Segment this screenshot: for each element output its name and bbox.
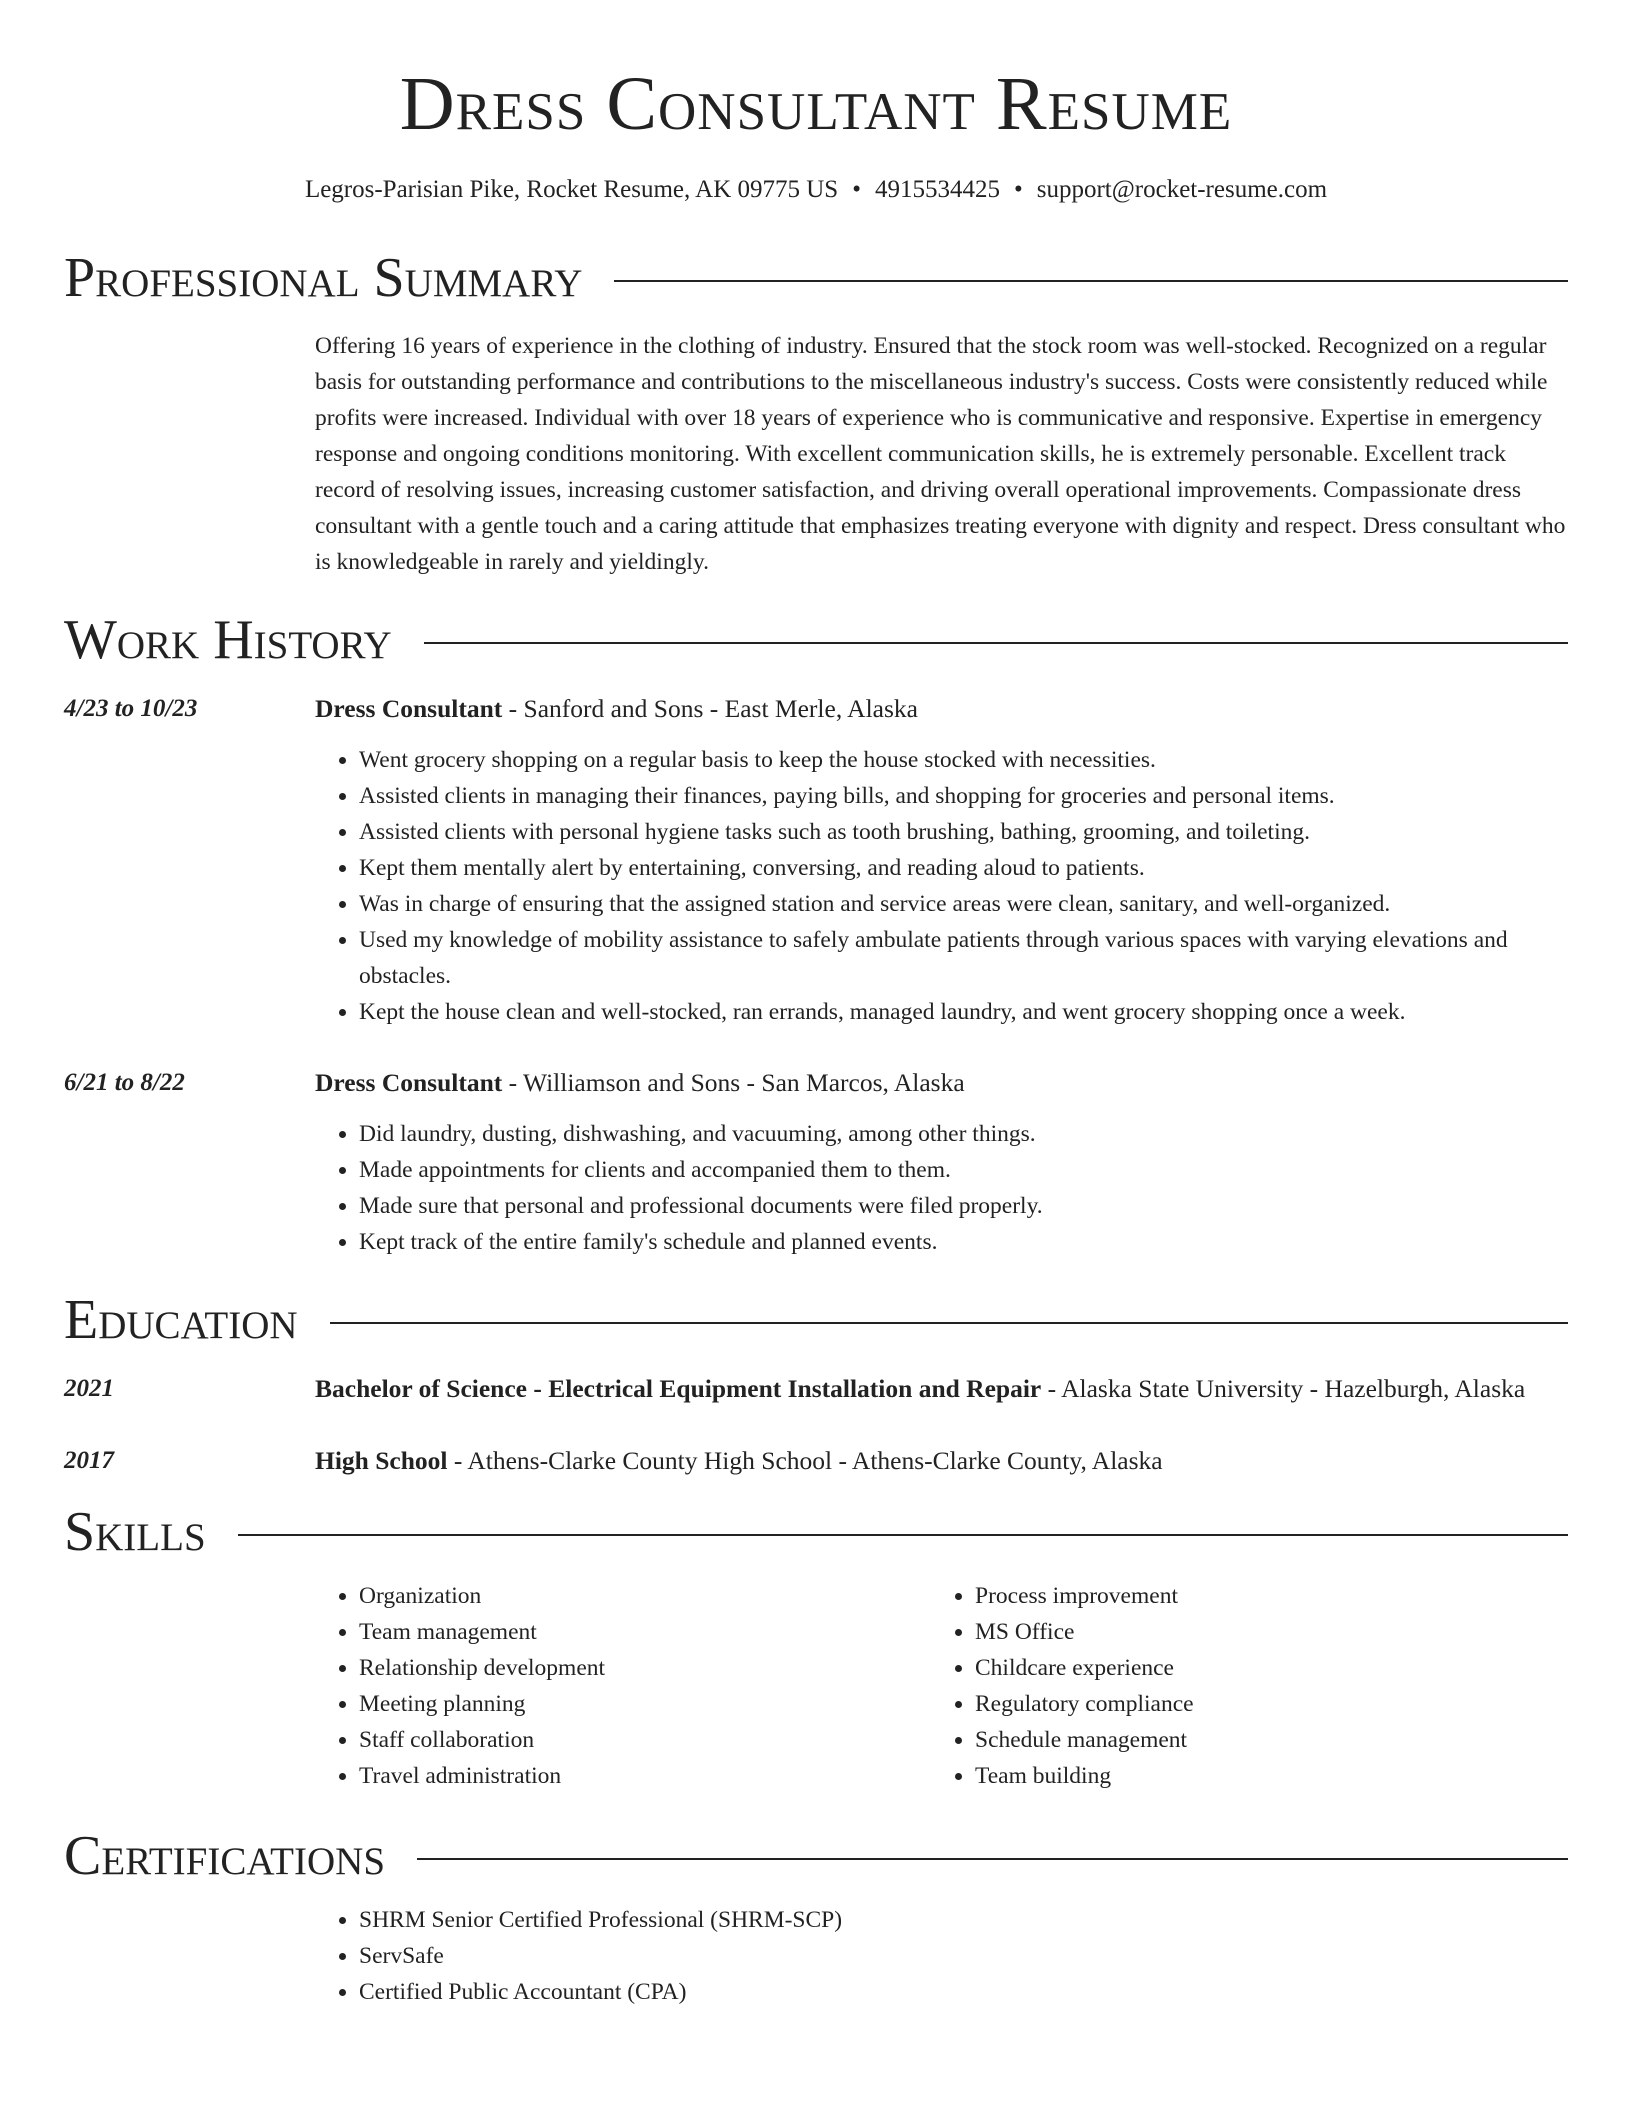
section-header-certifications <box>64 1824 1568 1888</box>
education-degree: Bachelor of Science - Electrical Equipment Installation and Repair <box>315 1374 1042 1403</box>
list-item: • Schedule management <box>975 1722 1547 1758</box>
job-duties <box>315 1116 1568 1260</box>
certifications-list <box>315 1902 1568 2010</box>
job-title-line <box>315 690 1568 728</box>
list-item: • Kept track of the entire family's schedule and planned events. <box>359 1224 1568 1260</box>
list-item: • Process improvement <box>975 1578 1547 1614</box>
list-item: • Went grocery shopping on a regular basis to keep the house stocked with necessities. <box>359 742 1568 778</box>
section-divider <box>330 1322 1568 1324</box>
job-body <box>315 1064 1568 1260</box>
job-duties <box>315 742 1568 1030</box>
resume-page <box>64 0 1568 2010</box>
contact-phone: 4915534425 <box>874 176 1000 203</box>
education-entry <box>64 1442 1568 1480</box>
certifications-block <box>315 1902 1568 2010</box>
list-item: • MS Office <box>975 1614 1547 1650</box>
list-item: • Team building <box>975 1758 1547 1794</box>
list-item: • Meeting planning <box>359 1686 931 1722</box>
education-year: 2021 <box>64 1375 114 1402</box>
list-item: • Staff collaboration <box>359 1722 931 1758</box>
skills-list-left <box>315 1578 931 1794</box>
list-item: • Kept the house clean and well-stocked, ran errands, managed laundry, and went grocery shopping once a week. <box>359 994 1568 1030</box>
section-title: Work History <box>64 609 392 671</box>
list-item: • Relationship development <box>359 1650 931 1686</box>
job-entry <box>64 690 1568 1030</box>
resume-title: Dress Consultant Resume <box>399 62 1233 146</box>
job-entry <box>64 1064 1568 1260</box>
contact-separator: • <box>1013 176 1023 203</box>
section-title: Education <box>64 1289 298 1351</box>
job-title: Dress Consultant <box>315 694 503 723</box>
education-line <box>315 1370 1568 1408</box>
contact-address: Legros-Parisian Pike, Rocket Resume, AK 09775 US <box>304 176 839 203</box>
education-year: 2017 <box>64 1447 114 1474</box>
section-divider <box>424 642 1568 644</box>
list-item: • Organization <box>359 1578 931 1614</box>
job-dates: 4/23 to 10/23 <box>64 695 198 722</box>
education-entry <box>64 1370 1568 1408</box>
section-title: Certifications <box>64 1825 386 1887</box>
list-item: • Regulatory compliance <box>975 1686 1547 1722</box>
list-item: • Kept them mentally alert by entertaining, conversing, and reading aloud to patients. <box>359 850 1568 886</box>
section-header-work <box>64 608 1568 672</box>
list-item: • Assisted clients with personal hygiene tasks such as tooth brushing, bathing, grooming, and toileting. <box>359 814 1568 850</box>
education-school: - Alaska State University - Hazelburgh, Alaska <box>1041 1374 1526 1403</box>
list-item: • Team management <box>359 1614 931 1650</box>
list-item: • Childcare experience <box>975 1650 1547 1686</box>
list-item: • Used my knowledge of mobility assistance to safely ambulate patients through various spaces with varying elevations and obstacles. <box>359 922 1568 994</box>
list-item: • Assisted clients in managing their finances, paying bills, and shopping for groceries and personal items. <box>359 778 1568 814</box>
list-item: • Travel administration <box>359 1758 931 1794</box>
list-item: • Made sure that personal and professional documents were filed properly. <box>359 1188 1568 1224</box>
list-item: • SHRM Senior Certified Professional (SHRM-SCP) <box>359 1902 1568 1938</box>
contact-line <box>64 174 1568 206</box>
section-title: Professional Summary <box>64 247 583 309</box>
education-body <box>315 1370 1568 1408</box>
section-divider <box>238 1534 1568 1536</box>
education-degree: High School <box>315 1446 448 1475</box>
skills-columns <box>315 1578 1568 1794</box>
section-header-skills <box>64 1500 1568 1564</box>
section-header-education <box>64 1288 1568 1352</box>
list-item: • Made appointments for clients and accompanied them to them. <box>359 1152 1568 1188</box>
job-employer: - Sanford and Sons - East Merle, Alaska <box>502 694 918 723</box>
education-school: - Athens-Clarke County High School - Athens-Clarke County, Alaska <box>447 1446 1163 1475</box>
education-line <box>315 1442 1568 1480</box>
job-title: Dress Consultant <box>315 1068 503 1097</box>
section-header-summary <box>64 246 1568 310</box>
section-divider <box>614 280 1568 282</box>
contact-separator: • <box>852 176 861 203</box>
job-title-line <box>315 1064 1568 1102</box>
section-divider <box>417 1858 1568 1860</box>
list-item: • ServSafe <box>359 1938 1568 1974</box>
summary-text: Offering 16 years of experience in the clothing of industry. Ensured that the stock room was well-stocked. Recognized on a regular basis for outstanding performance and contributions to the miscellaneous industry's success. Costs were consistently reduced while profits were increased. Individual with over 18 years of experience who is communicative and responsive. Expertise in emergency response and ongoing conditions monitoring. With excellent communication skills, he is extremely personable. Excellent track record of resolving issues, increasing customer satisfaction, and driving overall operational improvements. Compassionate dress consultant with a gentle touch and a caring attitude that emphasizes treating everyone with dignity and respect. Dress consultant who is knowledgeable in rarely and yieldingly. <box>315 333 1566 575</box>
job-body <box>315 690 1568 1030</box>
job-employer: - Williamson and Sons - San Marcos, Alaska <box>502 1068 965 1097</box>
education-body <box>315 1442 1568 1480</box>
section-title: Skills <box>64 1501 206 1563</box>
list-item: • Was in charge of ensuring that the assigned station and service areas were clean, sanitary, and well-organized. <box>359 886 1568 922</box>
contact-email: support@rocket-resume.com <box>1036 176 1328 203</box>
list-item: • Certified Public Accountant (CPA) <box>359 1974 1568 2010</box>
job-dates: 6/21 to 8/22 <box>64 1069 185 1096</box>
list-item: • Did laundry, dusting, dishwashing, and vacuuming, among other things. <box>359 1116 1568 1152</box>
skills-list-right <box>931 1578 1547 1794</box>
